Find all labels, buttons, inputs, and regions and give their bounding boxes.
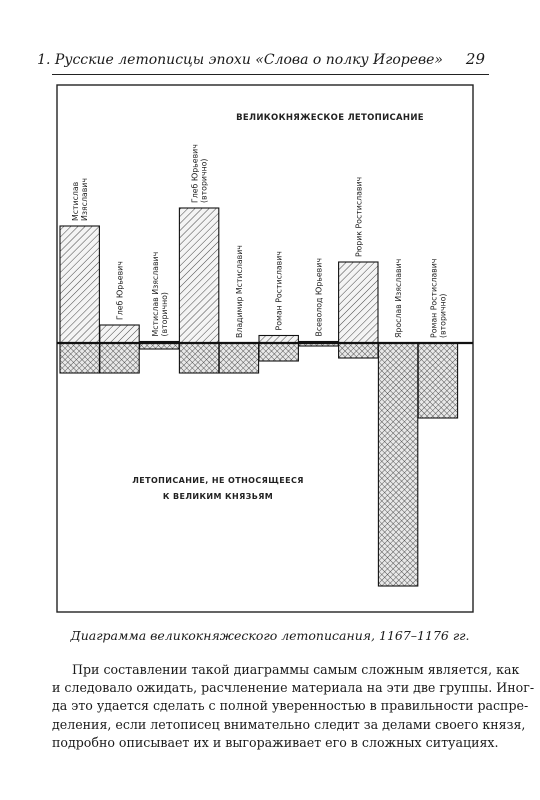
category-label: Всеволод Юрьевич (314, 258, 324, 337)
paragraph-line: деления, если летописец внимательно следит за делами своего князя, (52, 716, 526, 732)
chart-marks (60, 144, 458, 586)
category-label: Роман Ростиславич (274, 251, 284, 331)
top-label: ВЕЛИКОКНЯЖЕСКОЕ ЛЕТОПИСАНИЕ (236, 113, 424, 123)
bar-lower (100, 343, 139, 373)
bar-lower (378, 343, 417, 586)
category-label: Мстислав (71, 181, 81, 221)
bar-lower (219, 343, 258, 373)
bar-lower (339, 343, 378, 358)
category-label: Рюрик Ростиславич (354, 176, 364, 257)
bar-upper (179, 208, 218, 343)
bar-upper (60, 226, 99, 343)
paragraph-line: При составлении такой диаграммы самым сложным является, как (72, 662, 520, 677)
bar-lower (259, 343, 298, 361)
running-head-title: 1. Русские летописцы эпохи «Слова о полку Игореве» (37, 52, 443, 68)
bar-lower (60, 343, 99, 373)
paragraph-line: да это удается сделать с полной уверенностью в правильности распре- (52, 698, 529, 714)
paragraph-line: и следовало ожидать, расчленение материала на эти две группы. Иног- (52, 680, 535, 696)
bottom-label-line: ЛЕТОПИСАНИЕ, НЕ ОТНОСЯЩЕЕСЯ (132, 476, 304, 485)
page-number: 29 (465, 50, 485, 68)
category-label: Владимир Мстиславич (234, 245, 244, 338)
figure-caption: Диаграмма великокняжеского летописания, 1167–1176 гг. (70, 628, 470, 643)
category-label: Глеб Юрьевич (115, 261, 125, 320)
category-label: Глеб Юрьевич (190, 144, 200, 203)
bar-upper (100, 325, 139, 343)
body-paragraph (52, 661, 535, 752)
bar-upper (259, 336, 298, 344)
bottom-label-line: К ВЕЛИКИМ КНЯЗЬЯМ (162, 492, 274, 501)
category-label: Изяславич (80, 178, 90, 221)
category-label: (вторично) (159, 292, 169, 337)
category-label: Ярослав Изяславич (394, 258, 404, 338)
category-label: Мстислав Изяславич (150, 251, 160, 337)
paragraph-line: подробно описывает их и выгораживает его в сложных ситуациях. (52, 734, 499, 750)
bottom-label (132, 476, 304, 501)
bar-lower (418, 343, 457, 418)
bar-lower (179, 343, 218, 373)
category-label: (вторично) (438, 293, 448, 338)
category-label: Роман Ростиславич (429, 258, 439, 338)
category-label: (вторично) (199, 158, 209, 203)
bar-upper (339, 262, 378, 343)
